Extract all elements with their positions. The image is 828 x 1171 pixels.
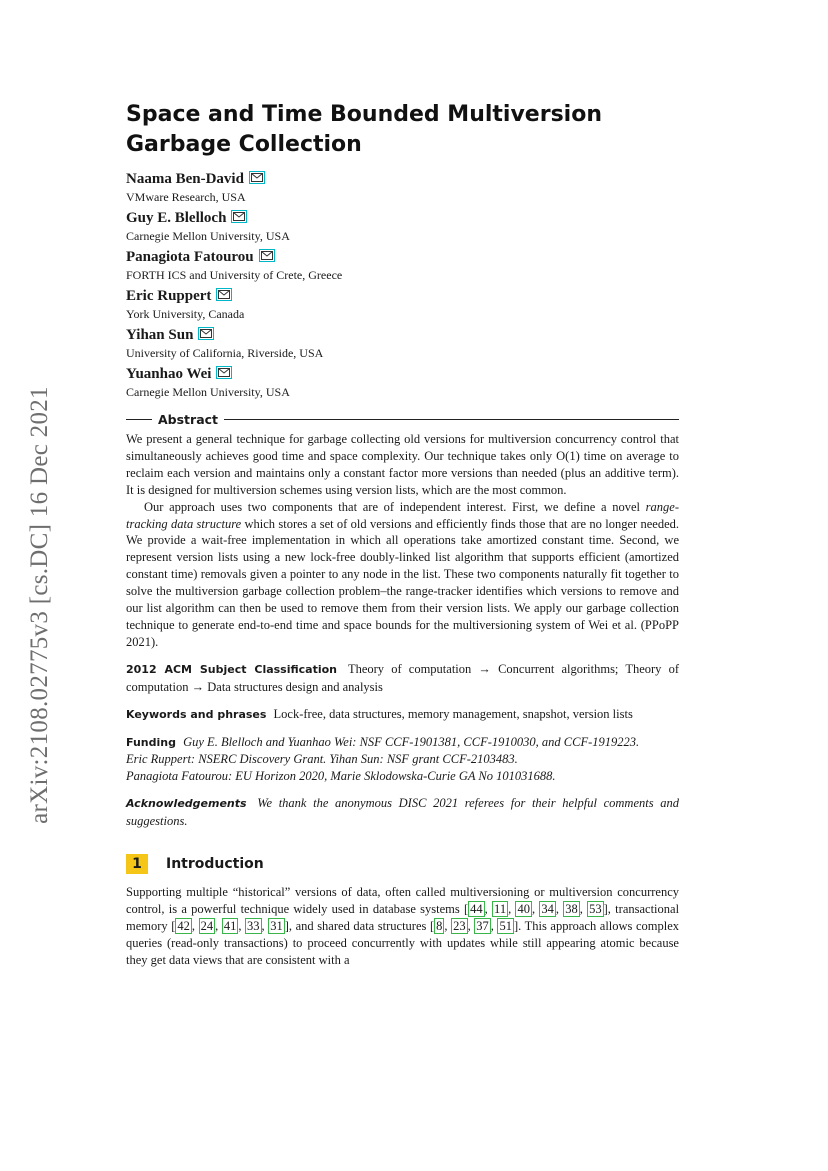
citation-link[interactable]: 11 (494, 901, 507, 916)
author (126, 287, 679, 322)
author (126, 326, 679, 361)
funding-line-3: Panagiota Fatourou: EU Horizon 2020, Marie Sklodowska-Curie GA No 101031688. (126, 769, 556, 784)
funding-line-2: Eric Ruppert: NSERC Discovery Grant. Yihan Sun: NSF grant CCF-2103483. (126, 752, 518, 767)
abstract-rule-right (224, 419, 679, 420)
citation-link[interactable]: 24 (200, 918, 214, 933)
author (126, 248, 679, 283)
email-icon[interactable] (198, 327, 214, 340)
acm-label: 2012 ACM Subject Classification (126, 662, 338, 676)
keywords-label: Keywords and phrases (126, 707, 267, 721)
citation-link[interactable]: 23 (453, 918, 466, 933)
author-name: Yuanhao Wei (126, 366, 212, 382)
section-title: Introduction (166, 856, 264, 873)
abstract-heading (126, 412, 679, 427)
acm-classification (126, 661, 679, 696)
acm-text: Theory of computation → Concurrent algorithms; Theory of computation → Data structures design and analysis (126, 661, 679, 694)
citation-link[interactable]: 31 (270, 918, 283, 933)
author-affiliation: VMware Research, USA (126, 190, 246, 204)
acknowledgements-text: We thank the anonymous DISC 2021 referees for their helpful comments and suggestions. (126, 796, 679, 829)
author-name: Panagiota Fatourou (126, 249, 254, 265)
acknowledgements-label: Acknowledgements (126, 797, 247, 811)
citation-link[interactable]: 34 (541, 901, 554, 916)
abstract-label: Abstract (158, 412, 219, 427)
funding (126, 734, 679, 786)
section-number: 1 (126, 854, 148, 874)
citation-link[interactable]: 8 (436, 918, 443, 933)
citation-link[interactable]: 53 (589, 901, 602, 916)
section-heading (126, 854, 679, 874)
author-name: Naama Ben-David (126, 171, 244, 187)
citation-link[interactable]: 44 (470, 901, 483, 916)
funding-label: Funding (126, 735, 176, 749)
author-name: Guy E. Blelloch (126, 210, 227, 226)
arxiv-identifier-text: arXiv:2108.02775v3 [cs.DC] 16 Dec 2021 (26, 386, 53, 824)
author (126, 209, 679, 244)
arxiv-identifier (26, 360, 53, 850)
paper-first-page (126, 100, 679, 969)
author-list (126, 170, 679, 400)
author-affiliation: FORTH ICS and University of Crete, Greece (126, 268, 343, 282)
funding-line-1: Guy E. Blelloch and Yuanhao Wei: NSF CCF-1901381, CCF-1910030, and CCF-1919223. (183, 734, 640, 749)
author (126, 365, 679, 400)
email-icon[interactable] (231, 210, 247, 223)
citation-link[interactable]: 33 (247, 918, 260, 933)
citation-link[interactable]: 42 (177, 918, 190, 933)
citation-link[interactable]: 41 (223, 918, 237, 933)
author-affiliation: Carnegie Mellon University, USA (126, 385, 290, 399)
abstract-rule-left (126, 419, 152, 420)
introduction-paragraph: Supporting multiple “historical” versions of data, often called multiversioning or multiversion concurrency control, is a powerful technique widely used in database systems [ 44 , 11 , 40 , 34 , 38 , 53 ], transactional memory [ 42 , 24 , 41 , 33 , 31 ], and shared data structures [ 8 , 23 , 37 , 51 ]. This approach allows complex queries (read-only transactions) to proceed concurrently with updates while still appearing atomic because they get data views that are consistent with a (126, 885, 680, 967)
citation-link[interactable]: 40 (517, 901, 530, 916)
author-name: Eric Ruppert (126, 288, 212, 304)
acknowledgements (126, 795, 679, 830)
email-icon[interactable] (216, 366, 232, 379)
range-tracking-term: range-tracking data structure (126, 499, 679, 531)
citation-link[interactable]: 37 (476, 918, 489, 933)
email-icon[interactable] (259, 249, 275, 262)
abstract-paragraph-2: Our approach uses two components that are of independent interest. First, we define a novel range-tracking data structure which stores a set of old versions and efficiently finds those that are no longer needed. We provide a wait-free implementation in which all operations take amortized constant time. Second, we represent version lists using a new lock-free doubly-linked list algorithm that supports efficient (amortized constant time) removals given a pointer to any node in the list. These two components naturally fit together to solve the multiversion garbage collection problem–the range-tracker identifies which versions to remove and our list algorithm can then be used to remove them from their version lists. We apply our garbage collection technique to generate end-to-end time and space bounds for the multiversioning system of Wei et al. (PPoPP 2021). (126, 499, 679, 649)
paper-title: Space and Time Bounded Multiversion Garbage Collection (126, 102, 602, 157)
email-icon[interactable] (216, 288, 232, 301)
keywords-text: Lock-free, data structures, memory management, snapshot, version lists (273, 706, 633, 721)
author (126, 170, 679, 205)
email-icon[interactable] (249, 171, 265, 184)
abstract-paragraph-1: We present a general technique for garbage collecting old versions for multiversion concurrency control that simultaneously achieves good time and space complexity. Our technique takes only O(1) time on average to reclaim each version and maintains only a constant factor more versions than needed (plus an additive term). It is designed for multiversion schemes using version lists, which are the most common. (126, 432, 679, 497)
citation-link[interactable]: 51 (499, 918, 512, 933)
author-affiliation: Carnegie Mellon University, USA (126, 229, 290, 243)
author-affiliation: York University, Canada (126, 307, 245, 321)
author-name: Yihan Sun (126, 327, 194, 343)
author-affiliation: University of California, Riverside, USA (126, 346, 324, 360)
keywords (126, 706, 679, 724)
citation-link[interactable]: 38 (565, 901, 578, 916)
